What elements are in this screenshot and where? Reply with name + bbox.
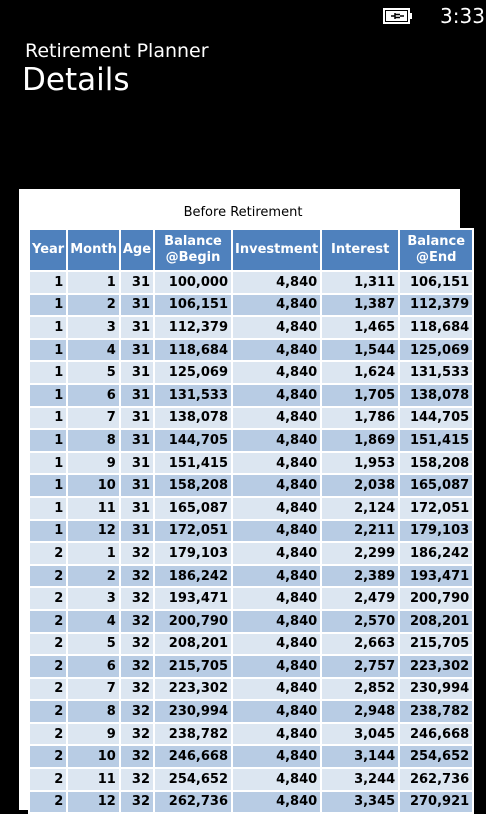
cell-month: 8 — [67, 700, 120, 723]
cell-age: 31 — [120, 520, 154, 543]
cell-balance-begin: 106,151 — [154, 294, 232, 317]
cell-month: 1 — [67, 542, 120, 565]
column-header-line2: @Begin — [165, 250, 221, 265]
details-table — [28, 228, 474, 814]
cell-month: 2 — [67, 565, 120, 588]
column-header-year — [29, 229, 67, 271]
cell-age: 32 — [120, 768, 154, 791]
cell-month: 2 — [67, 294, 120, 317]
table-row — [29, 497, 473, 520]
cell-interest: 2,299 — [321, 542, 399, 565]
table-row — [29, 700, 473, 723]
cell-balance-end: 118,684 — [399, 316, 473, 339]
column-header-line1: Year — [32, 242, 65, 257]
cell-investment: 4,840 — [232, 542, 321, 565]
cell-balance-begin: 230,994 — [154, 700, 232, 723]
cell-interest: 2,757 — [321, 655, 399, 678]
cell-age: 31 — [120, 339, 154, 362]
cell-balance-begin: 138,078 — [154, 407, 232, 430]
column-header-line1: Month — [70, 242, 117, 257]
cell-age: 32 — [120, 565, 154, 588]
cell-year: 1 — [29, 316, 67, 339]
cell-month: 5 — [67, 633, 120, 656]
cell-interest: 1,624 — [321, 361, 399, 384]
table-row — [29, 678, 473, 701]
cell-balance-end: 254,652 — [399, 745, 473, 768]
cell-balance-end: 223,302 — [399, 655, 473, 678]
table-caption: Before Retirement — [183, 205, 303, 220]
cell-age: 32 — [120, 723, 154, 746]
cell-interest: 1,465 — [321, 316, 399, 339]
column-header-month — [67, 229, 120, 271]
cell-month: 10 — [67, 474, 120, 497]
cell-month: 7 — [67, 678, 120, 701]
cell-interest: 1,953 — [321, 452, 399, 475]
cell-balance-begin: 165,087 — [154, 497, 232, 520]
cell-investment: 4,840 — [232, 384, 321, 407]
cell-year: 2 — [29, 678, 67, 701]
cell-month: 7 — [67, 407, 120, 430]
column-header-line1: Interest — [331, 242, 390, 257]
table-row — [29, 587, 473, 610]
cell-interest: 1,705 — [321, 384, 399, 407]
column-header-investment — [232, 229, 321, 271]
cell-age: 31 — [120, 294, 154, 317]
cell-year: 2 — [29, 587, 67, 610]
cell-year: 1 — [29, 407, 67, 430]
table-row — [29, 723, 473, 746]
cell-balance-begin: 158,208 — [154, 474, 232, 497]
cell-age: 31 — [120, 316, 154, 339]
cell-month: 11 — [67, 768, 120, 791]
table-header-row — [29, 229, 473, 271]
table-row — [29, 407, 473, 430]
cell-age: 32 — [120, 745, 154, 768]
cell-age: 31 — [120, 271, 154, 294]
cell-balance-end: 151,415 — [399, 429, 473, 452]
cell-investment: 4,840 — [232, 565, 321, 588]
cell-interest: 2,124 — [321, 497, 399, 520]
cell-month: 8 — [67, 429, 120, 452]
cell-investment: 4,840 — [232, 497, 321, 520]
battery-charging-icon — [383, 8, 413, 24]
cell-investment: 4,840 — [232, 294, 321, 317]
cell-year: 1 — [29, 452, 67, 475]
cell-investment: 4,840 — [232, 678, 321, 701]
cell-balance-end: 172,051 — [399, 497, 473, 520]
cell-month: 9 — [67, 452, 120, 475]
cell-month: 12 — [67, 791, 120, 814]
cell-interest: 3,244 — [321, 768, 399, 791]
table-row — [29, 316, 473, 339]
cell-balance-begin: 215,705 — [154, 655, 232, 678]
cell-year: 1 — [29, 429, 67, 452]
cell-balance-end: 246,668 — [399, 723, 473, 746]
cell-balance-end: 270,921 — [399, 791, 473, 814]
column-header-line1: Balance — [164, 234, 222, 249]
cell-age: 32 — [120, 542, 154, 565]
cell-year: 2 — [29, 542, 67, 565]
cell-balance-begin: 193,471 — [154, 587, 232, 610]
column-header-line1: Age — [122, 242, 152, 257]
cell-age: 32 — [120, 791, 154, 814]
cell-investment: 4,840 — [232, 452, 321, 475]
cell-interest: 2,852 — [321, 678, 399, 701]
table-row — [29, 339, 473, 362]
cell-month: 5 — [67, 361, 120, 384]
table-row — [29, 474, 473, 497]
cell-age: 32 — [120, 655, 154, 678]
cell-balance-begin: 172,051 — [154, 520, 232, 543]
cell-balance-end: 106,151 — [399, 271, 473, 294]
cell-investment: 4,840 — [232, 587, 321, 610]
cell-month: 1 — [67, 271, 120, 294]
cell-balance-end: 238,782 — [399, 700, 473, 723]
status-bar — [0, 0, 486, 34]
cell-year: 2 — [29, 610, 67, 633]
table-row — [29, 633, 473, 656]
cell-interest: 2,389 — [321, 565, 399, 588]
table-row — [29, 271, 473, 294]
cell-interest: 3,045 — [321, 723, 399, 746]
cell-year: 2 — [29, 723, 67, 746]
cell-year: 2 — [29, 768, 67, 791]
cell-balance-begin: 144,705 — [154, 429, 232, 452]
table-body — [29, 271, 473, 813]
cell-investment: 4,840 — [232, 768, 321, 791]
cell-year: 1 — [29, 384, 67, 407]
cell-age: 32 — [120, 700, 154, 723]
cell-investment: 4,840 — [232, 700, 321, 723]
cell-year: 2 — [29, 700, 67, 723]
cell-age: 32 — [120, 678, 154, 701]
cell-month: 6 — [67, 384, 120, 407]
cell-balance-end: 138,078 — [399, 384, 473, 407]
cell-investment: 4,840 — [232, 610, 321, 633]
cell-balance-begin: 112,379 — [154, 316, 232, 339]
cell-age: 31 — [120, 407, 154, 430]
cell-interest: 1,544 — [321, 339, 399, 362]
cell-interest: 1,311 — [321, 271, 399, 294]
cell-balance-begin: 179,103 — [154, 542, 232, 565]
cell-balance-end: 200,790 — [399, 587, 473, 610]
cell-balance-end: 125,069 — [399, 339, 473, 362]
column-header-age — [120, 229, 154, 271]
cell-age: 31 — [120, 452, 154, 475]
cell-balance-end: 112,379 — [399, 294, 473, 317]
cell-investment: 4,840 — [232, 271, 321, 294]
table-row — [29, 429, 473, 452]
cell-year: 1 — [29, 520, 67, 543]
cell-investment: 4,840 — [232, 520, 321, 543]
cell-month: 4 — [67, 339, 120, 362]
cell-year: 1 — [29, 497, 67, 520]
cell-balance-end: 144,705 — [399, 407, 473, 430]
cell-balance-begin: 131,533 — [154, 384, 232, 407]
cell-month: 9 — [67, 723, 120, 746]
cell-month: 3 — [67, 316, 120, 339]
cell-investment: 4,840 — [232, 407, 321, 430]
column-header-line1: Balance — [407, 234, 466, 249]
cell-month: 6 — [67, 655, 120, 678]
table-row — [29, 452, 473, 475]
table-row — [29, 361, 473, 384]
cell-balance-end: 179,103 — [399, 520, 473, 543]
table-row — [29, 565, 473, 588]
clock-time: 3:33 — [440, 4, 485, 28]
cell-year: 2 — [29, 745, 67, 768]
cell-age: 31 — [120, 361, 154, 384]
cell-interest: 1,387 — [321, 294, 399, 317]
cell-age: 31 — [120, 497, 154, 520]
cell-investment: 4,840 — [232, 655, 321, 678]
table-row — [29, 294, 473, 317]
column-header-line2: @End — [415, 250, 457, 265]
cell-interest: 1,786 — [321, 407, 399, 430]
table-row — [29, 610, 473, 633]
cell-investment: 4,840 — [232, 723, 321, 746]
cell-investment: 4,840 — [232, 745, 321, 768]
cell-balance-end: 186,242 — [399, 542, 473, 565]
cell-year: 1 — [29, 294, 67, 317]
cell-balance-end: 165,087 — [399, 474, 473, 497]
cell-balance-end: 208,201 — [399, 610, 473, 633]
table-row — [29, 520, 473, 543]
cell-investment: 4,840 — [232, 429, 321, 452]
table-row — [29, 655, 473, 678]
cell-year: 2 — [29, 633, 67, 656]
cell-balance-begin: 208,201 — [154, 633, 232, 656]
cell-balance-end: 158,208 — [399, 452, 473, 475]
column-header-line1: Investment — [235, 242, 319, 257]
table-row — [29, 384, 473, 407]
cell-balance-begin: 100,000 — [154, 271, 232, 294]
cell-balance-begin: 246,668 — [154, 745, 232, 768]
cell-age: 31 — [120, 429, 154, 452]
cell-interest: 2,948 — [321, 700, 399, 723]
cell-balance-begin: 186,242 — [154, 565, 232, 588]
cell-investment: 4,840 — [232, 633, 321, 656]
cell-balance-begin: 262,736 — [154, 791, 232, 814]
cell-investment: 4,840 — [232, 474, 321, 497]
cell-balance-end: 131,533 — [399, 361, 473, 384]
cell-interest: 3,345 — [321, 791, 399, 814]
cell-month: 10 — [67, 745, 120, 768]
cell-balance-end: 193,471 — [399, 565, 473, 588]
cell-year: 2 — [29, 791, 67, 814]
cell-interest: 2,570 — [321, 610, 399, 633]
cell-age: 32 — [120, 587, 154, 610]
cell-interest: 3,144 — [321, 745, 399, 768]
cell-balance-begin: 254,652 — [154, 768, 232, 791]
table-row — [29, 542, 473, 565]
cell-interest: 1,869 — [321, 429, 399, 452]
cell-month: 12 — [67, 520, 120, 543]
cell-investment: 4,840 — [232, 339, 321, 362]
cell-year: 1 — [29, 271, 67, 294]
cell-balance-end: 262,736 — [399, 768, 473, 791]
cell-year: 1 — [29, 361, 67, 384]
cell-year: 2 — [29, 655, 67, 678]
column-header-balance-end — [399, 229, 473, 271]
cell-month: 4 — [67, 610, 120, 633]
cell-balance-begin: 125,069 — [154, 361, 232, 384]
cell-investment: 4,840 — [232, 791, 321, 814]
cell-balance-begin: 223,302 — [154, 678, 232, 701]
cell-interest: 2,663 — [321, 633, 399, 656]
cell-balance-begin: 118,684 — [154, 339, 232, 362]
cell-month: 11 — [67, 497, 120, 520]
column-header-balance-begin — [154, 229, 232, 271]
cell-investment: 4,840 — [232, 361, 321, 384]
cell-balance-begin: 238,782 — [154, 723, 232, 746]
column-header-interest — [321, 229, 399, 271]
cell-balance-begin: 200,790 — [154, 610, 232, 633]
table-row — [29, 768, 473, 791]
cell-investment: 4,840 — [232, 316, 321, 339]
cell-year: 1 — [29, 339, 67, 362]
cell-year: 2 — [29, 565, 67, 588]
cell-balance-begin: 151,415 — [154, 452, 232, 475]
cell-month: 3 — [67, 587, 120, 610]
cell-interest: 2,038 — [321, 474, 399, 497]
page-title: Details — [22, 62, 130, 98]
cell-age: 32 — [120, 610, 154, 633]
cell-interest: 2,479 — [321, 587, 399, 610]
cell-age: 31 — [120, 474, 154, 497]
table-row — [29, 745, 473, 768]
cell-interest: 2,211 — [321, 520, 399, 543]
app-title: Retirement Planner — [25, 40, 209, 62]
cell-balance-end: 215,705 — [399, 633, 473, 656]
cell-age: 32 — [120, 633, 154, 656]
cell-balance-end: 230,994 — [399, 678, 473, 701]
cell-age: 31 — [120, 384, 154, 407]
cell-year: 1 — [29, 474, 67, 497]
